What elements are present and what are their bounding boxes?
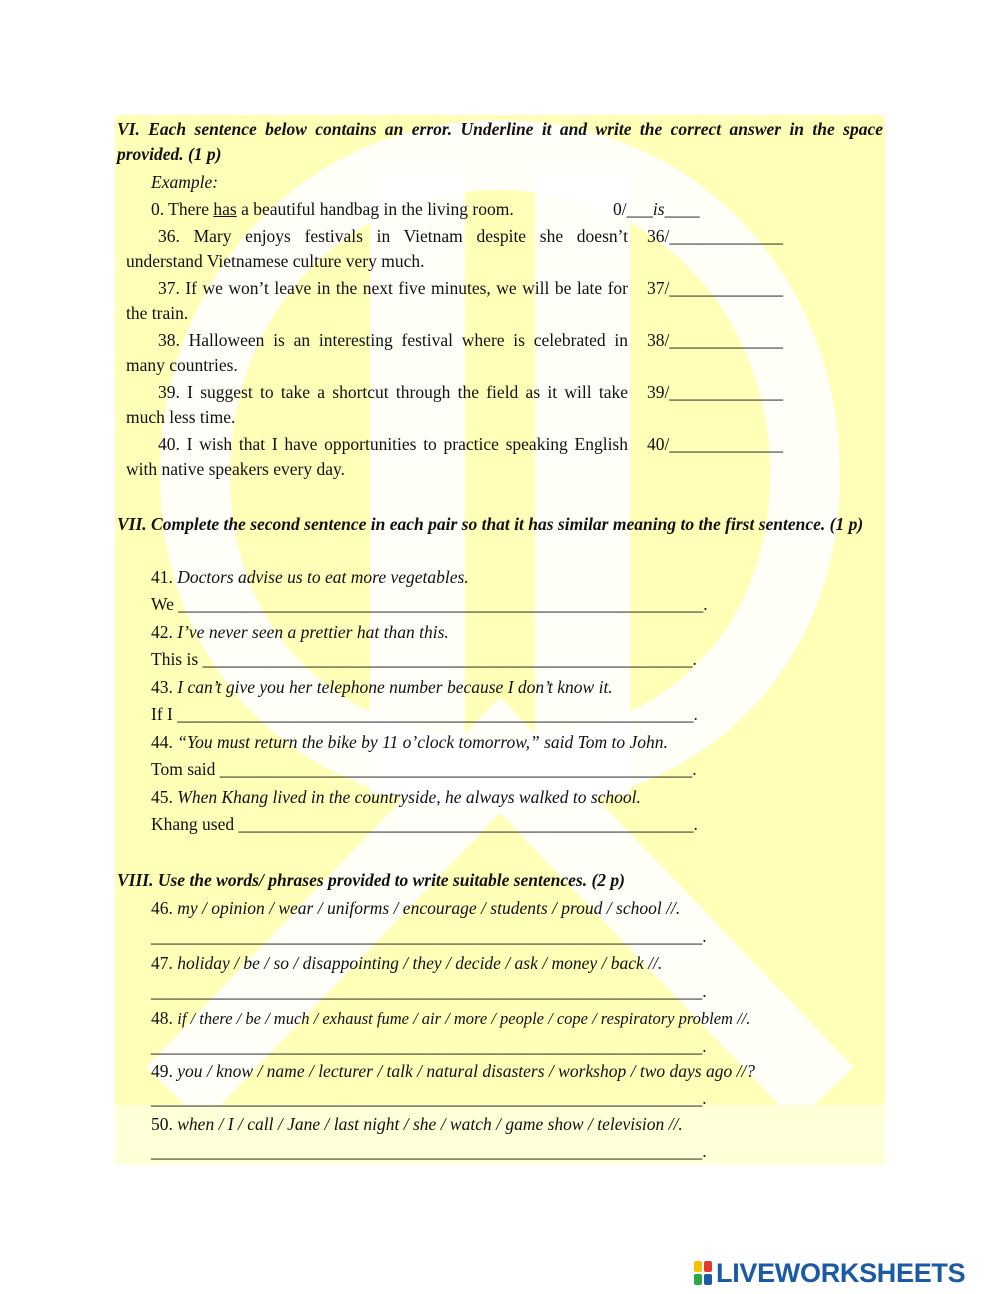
section-7-heading: VII. Complete the second sentence in each pair so that it has similar meaning to the first sentence. (1 p) xyxy=(117,514,864,534)
prompt-45: 45. When Khang lived in the countryside, he always walked to school. xyxy=(151,787,641,807)
prompt-48: 48. if / there / be / much / exhaust fume / air / more / people / cope / respiratory problem //. xyxy=(151,1008,751,1028)
liveworksheets-logo xyxy=(694,1258,965,1288)
logo-grid-icon xyxy=(694,1261,712,1285)
example-error-word: has xyxy=(213,199,237,219)
answer-40-field[interactable]: 40/_____________ xyxy=(647,434,784,454)
example-answer-value: is xyxy=(652,199,665,219)
prompt-41: 41. Doctors advise us to eat more vegetables. xyxy=(151,567,469,587)
sentence-46-field[interactable]: _______________________________________________________________. xyxy=(151,926,707,946)
section-8-heading: VIII. Use the words/ phrases provided to write suitable sentences. (2 p) xyxy=(117,870,626,890)
example-suffix: a beautiful handbag in the living room. xyxy=(236,199,514,219)
answer-38-field[interactable]: 38/_____________ xyxy=(647,330,784,350)
question-40: 40. I wish that I have opportunities to practice speaking English with native speakers every day. xyxy=(126,434,628,479)
prompt-42: 42. I’ve never seen a prettier hat than this. xyxy=(151,622,449,642)
example-answer: 0/___is____ xyxy=(613,199,700,219)
sentence-50-field[interactable]: _______________________________________________________________. xyxy=(151,1141,707,1161)
sentence-49-field[interactable]: _______________________________________________________________. xyxy=(151,1088,707,1108)
sentence-48-field[interactable]: _______________________________________________________________. xyxy=(151,1036,707,1056)
example-label: Example: xyxy=(151,172,219,192)
prompt-44: 44. “You must return the bike by 11 o’clock tomorrow,” said Tom to John. xyxy=(151,732,668,752)
answer-39-field[interactable]: 39/_____________ xyxy=(647,382,784,402)
prompt-46: 46. my / opinion / wear / uniforms / encourage / students / proud / school //. xyxy=(151,898,681,918)
logo-text: LIVEWORKSHEETS xyxy=(716,1257,966,1288)
rewrite-45-field[interactable]: Khang used ____________________________________________________. xyxy=(151,814,698,834)
question-39: 39. I suggest to take a shortcut through the field as it will take much less time. xyxy=(126,382,628,427)
rewrite-41-field[interactable]: We ____________________________________________________________. xyxy=(151,594,708,614)
answer-37-field[interactable]: 37/_____________ xyxy=(647,278,784,298)
rewrite-43-field[interactable]: If I ___________________________________________________________. xyxy=(151,704,698,724)
rewrite-42-field[interactable]: This is ________________________________________________________. xyxy=(151,649,697,669)
answer-36-field[interactable]: 36/_____________ xyxy=(647,226,784,246)
prompt-49: 49. you / know / name / lecturer / talk / natural disasters / workshop / two days ago //? xyxy=(151,1061,756,1081)
prompt-50: 50. when / I / call / Jane / last night / she / watch / game show / television //. xyxy=(151,1114,683,1134)
question-37: 37. If we won’t leave in the next five minutes, we will be late for the train. xyxy=(126,278,628,323)
prompt-43: 43. I can’t give you her telephone number because I don’t know it. xyxy=(151,677,613,697)
example-sentence xyxy=(151,197,514,221)
section-6-heading: VI. Each sentence below contains an error. Underline it and write the correct answer in the space provided. (1 p) xyxy=(117,119,883,164)
example-prefix: 0. There xyxy=(151,199,214,219)
rewrite-44-field[interactable]: Tom said ______________________________________________________. xyxy=(151,759,697,779)
sentence-47-field[interactable]: _______________________________________________________________. xyxy=(151,981,707,1001)
prompt-47: 47. holiday / be / so / disappointing / they / decide / ask / money / back //. xyxy=(151,953,663,973)
question-36: 36. Mary enjoys festivals in Vietnam despite she doesn’t understand Vietnamese culture very much. xyxy=(126,226,628,271)
question-38: 38. Halloween is an interesting festival where is celebrated in many countries. xyxy=(126,330,628,375)
